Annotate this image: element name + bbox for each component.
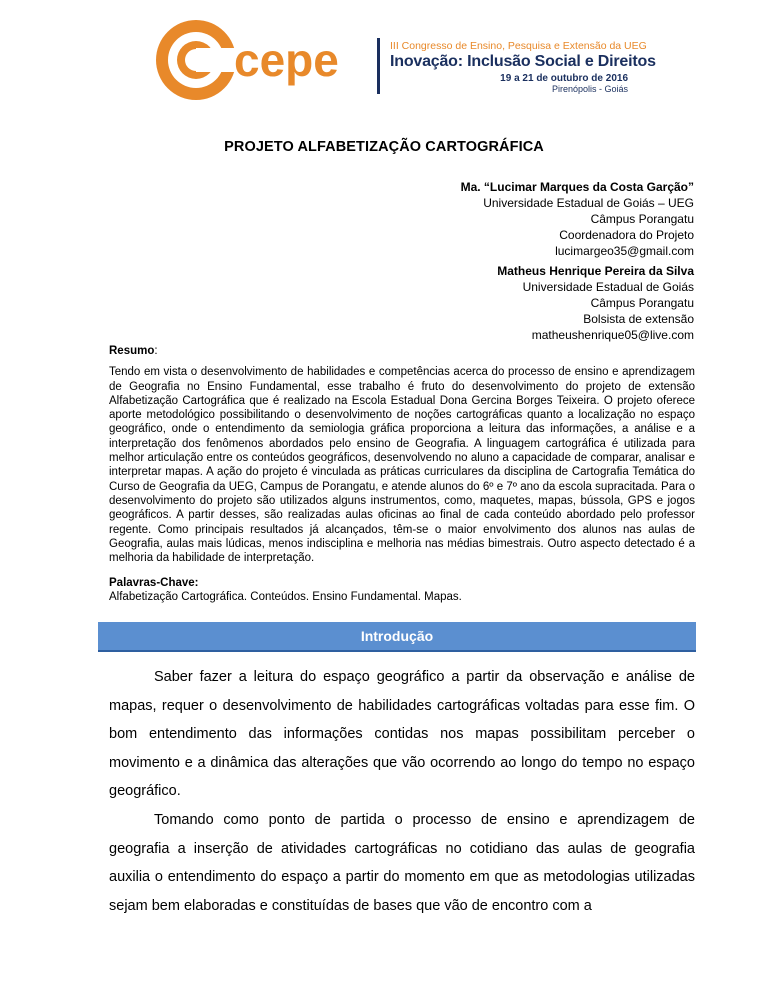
introduction-body [109, 663, 695, 920]
abstract-text: Tendo em vista o desenvolvimento de habilidades e competências acerca do processo de ensino e aprendizagem de Geografia no Ensino Fundamental, esse trabalho é fruto do desenvolvimento do projeto de extensão Alfabetização Cartográfica que é realizado na Escola Estadual Dona Gercina Borges Teixeira. O projeto oferece aporte metodológico possibilitando o desenvolvimento de noções cartográficas quanto a localização no espaço geográfico, onde o entendimento da semiologia gráfica proporciona a leitura das informações, a análise e a interpretação dos fenômenos abordados pelo ensino de Geografia. A linguagem cartográfica é utilizada para melhor articulação entre os conteúdos geográficos, desenvolvendo no aluno a capacidade de comparar, analisar e interpretar mapas. A ação do projeto é vinculada as práticas curriculares da disciplina de Cartografia Temática do Curso de Geografia da UEG, Campus de Porangatu, e atende alunos do 6º e 7º ano da escola supracitada. Para o desenvolvimento do projeto são utilizados alguns instrumentos, como, maquetes, mapas, bússola, GPS e jogos geográficos. A partir desses, são realizadas aulas oficinas ao final de cada conteúdo abordado pelo professor regente. Como principais resultados já alcançados, têm-se o maior envolvimento dos alunos nas aulas de Geografia, aulas mais lúdicas, menos indisciplina e melhoria nas médias bimestrais. Outro aspecto detectado é a melhoria da habilidade de interpretação. [109, 366, 695, 565]
author-role: Bolsista de extensão [583, 312, 694, 326]
event-location: Pirenópolis - Goiás [551, 84, 628, 94]
author-campus: Câmpus Porangatu [590, 212, 694, 226]
author-block-1 [461, 179, 694, 259]
keywords [109, 576, 695, 604]
author-name: Ma. “Lucimar Marques da Costa Garção” [460, 180, 694, 194]
event-banner [150, 14, 656, 106]
event-line: III Congresso de Ensino, Pesquisa e Extensão da UEG [390, 40, 647, 52]
abstract-heading: Resumo: [109, 345, 158, 357]
keywords-text: Alfabetização Cartográfica. Conteúdos. Ensino Fundamental. Mapas. [109, 591, 462, 603]
abstract [109, 344, 695, 565]
author-affiliation: Universidade Estadual de Goiás [522, 280, 694, 294]
paragraph: Tomando como ponto de partida o processo de ensino e aprendizagem de geografia a inserção de atividades cartográficas no cotidiano das aulas de geografia auxilia o entendimento do espaço a partir do momento em que as metodologias utilizadas sejam bem elaboradas e constituídas de bases que vão de encontro com a [109, 811, 695, 914]
author-campus: Câmpus Porangatu [590, 296, 694, 310]
author-name: Matheus Henrique Pereira da Silva [497, 264, 694, 278]
paragraph: Saber fazer a leitura do espaço geográfico a partir da observação e análise de mapas, requer o desenvolvimento de habilidades cartográficas voltadas para esse fim. O bom entendimento das informações contidas nos mapas possibilitam perceber o movimento e a dinâmica das alterações que vão ocorrendo ao longo do tempo no espaço geográfico. [109, 669, 695, 800]
author-affiliation: Universidade Estadual de Goiás – UEG [483, 196, 694, 210]
paper-title: PROJETO ALFABETIZAÇÃO CARTOGRÁFICA [224, 139, 544, 155]
section-heading: Introdução [98, 622, 696, 652]
author-block-2 [497, 263, 694, 343]
banner-divider [377, 38, 380, 94]
author-role: Coordenadora do Projeto [559, 228, 694, 242]
logo-text: cepe [234, 34, 339, 86]
author-email[interactable]: lucimargeo35@gmail.com [555, 244, 694, 258]
keywords-label: Palavras-Chave: [109, 577, 199, 589]
banner-text [390, 40, 656, 94]
cepe-logo [150, 14, 370, 106]
abstract-label: Resumo [109, 345, 155, 357]
event-theme: Inovação: Inclusão Social e Direitos [390, 53, 656, 70]
author-email[interactable]: matheushenrique05@live.com [531, 328, 694, 342]
event-dates: 19 a 21 de outubro de 2016 [500, 73, 628, 84]
